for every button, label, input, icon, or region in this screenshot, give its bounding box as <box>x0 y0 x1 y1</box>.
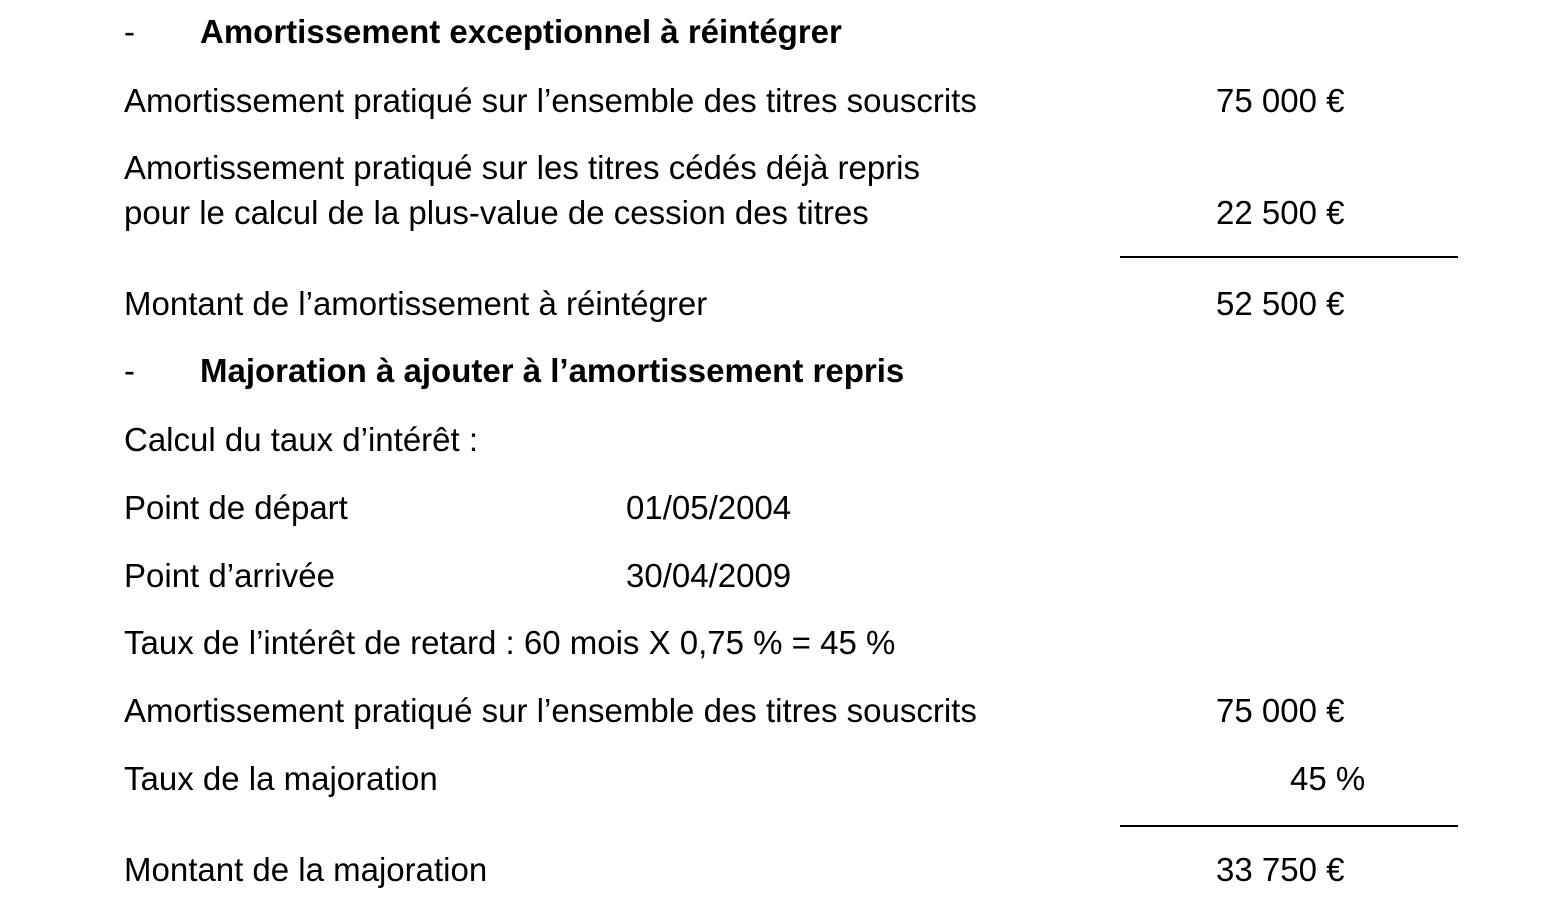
section2-bullet: - <box>124 352 135 389</box>
section2-row1-amount: 75 000 € <box>1216 692 1345 729</box>
section2-heading: Majoration à ajouter à l’amortissement repris <box>200 352 905 389</box>
section1-bullet: - <box>124 13 135 50</box>
section2-row1-label: Amortissement pratiqué sur l’ensemble des titres souscrits <box>124 692 977 729</box>
section1-heading: Amortissement exceptionnel à réintégrer <box>200 13 842 50</box>
section2-total-rule <box>1120 825 1458 827</box>
section1-row2-label-line2: pour le calcul de la plus-value de cession des titres <box>124 194 869 231</box>
section1-total-amount: 52 500 € <box>1216 285 1345 322</box>
section1-row1-amount: 75 000 € <box>1216 82 1345 119</box>
end-label: Point d’arrivée <box>124 557 335 594</box>
section2-row2-label: Taux de la majoration <box>124 760 438 797</box>
end-date: 30/04/2009 <box>626 557 792 594</box>
rate-line: Taux de l’intérêt de retard : 60 mois X 0,75 % = 45 % <box>124 624 896 661</box>
start-label: Point de départ <box>124 489 348 526</box>
section1-total-label: Montant de l’amortissement à réintégrer <box>124 285 708 322</box>
section1-row2-amount: 22 500 € <box>1216 194 1345 231</box>
section1-row1-label: Amortissement pratiqué sur l’ensemble des titres souscrits <box>124 82 977 119</box>
section1-total-rule <box>1120 256 1458 258</box>
section2-total-amount: 33 750 € <box>1216 851 1345 888</box>
start-date: 01/05/2004 <box>626 489 792 526</box>
section2-row2-amount: 45 % <box>1290 760 1366 797</box>
section1-row2-label-line1: Amortissement pratiqué sur les titres cédés déjà repris <box>124 149 920 186</box>
section2-total-label: Montant de la majoration <box>124 851 488 888</box>
calc-title: Calcul du taux d’intérêt : <box>124 421 479 458</box>
